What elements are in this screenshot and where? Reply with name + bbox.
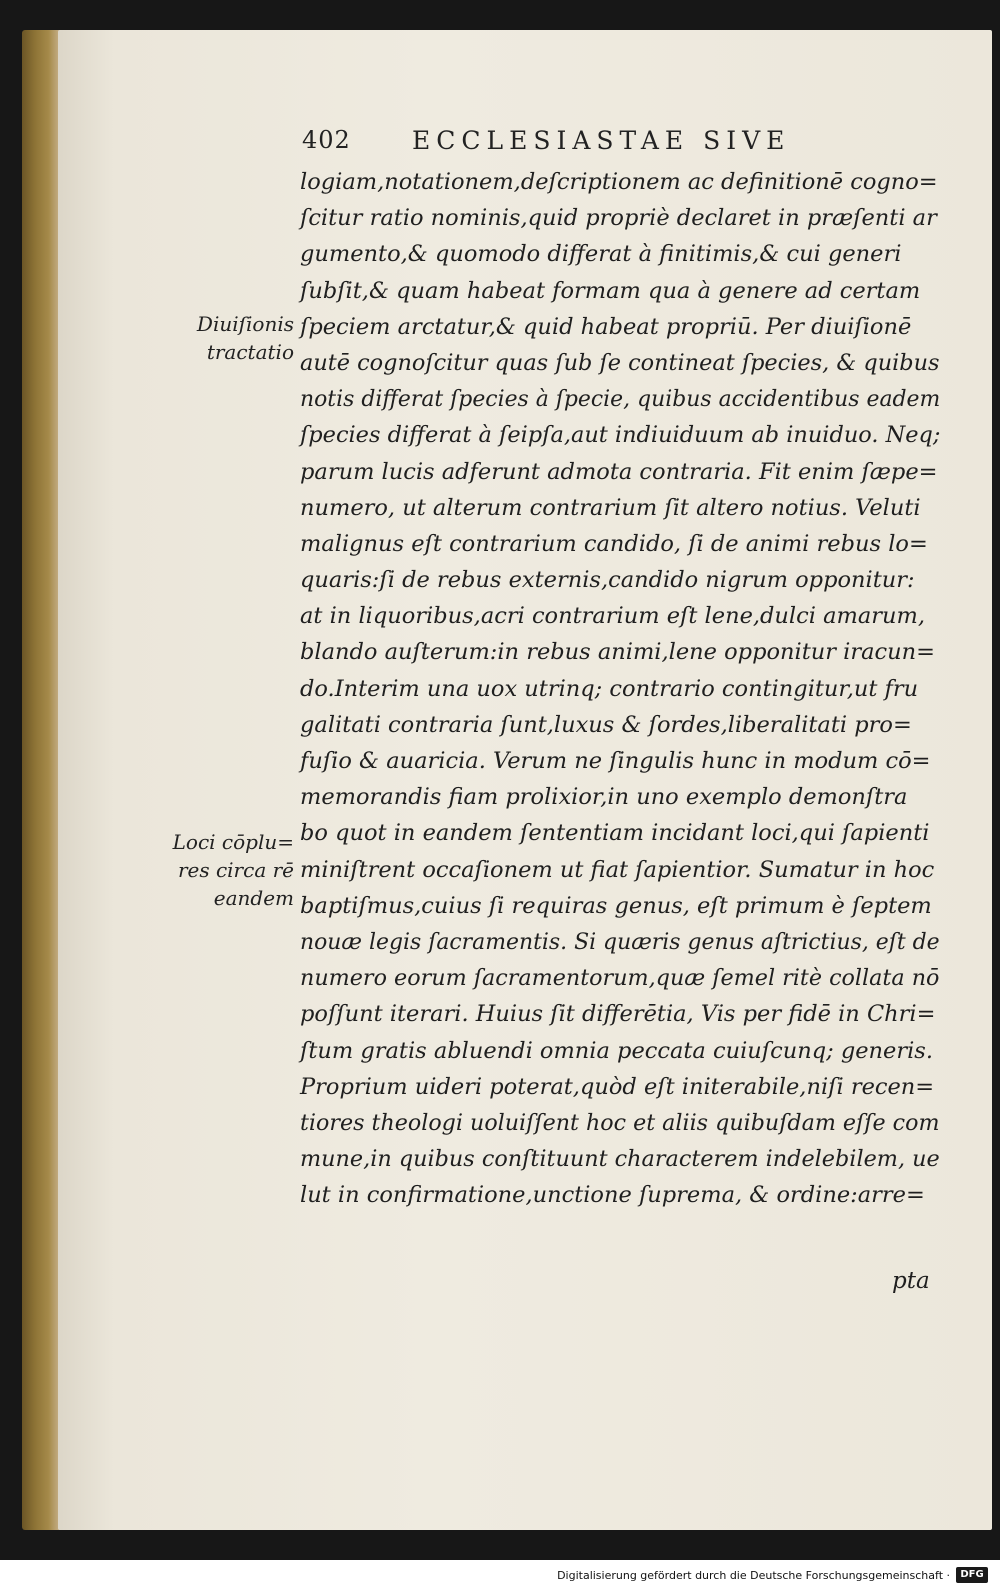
margin-note-line: tractatio	[206, 340, 294, 364]
text-line: autē cognoſcitur quas ſub ſe contineat ſpecies, & quibus	[300, 349, 940, 376]
text-line: poſſunt iterari. Huius ſit differētia, Vis per fidē in Chri=	[300, 1001, 936, 1028]
text-line: baptiſmus,cuius ſi requiras genus, eſt primum è ſeptem	[300, 892, 932, 919]
text-line: parum lucis adferunt admota contraria. Fit enim ſæpe=	[300, 458, 938, 485]
text-line: galitati contraria ſunt,luxus & ſordes,liberalitati pro=	[300, 711, 912, 738]
dfg-logo: DFG	[956, 1567, 988, 1583]
text-line: malignus eſt contrarium candido, ſi de animi rebus lo=	[300, 530, 928, 557]
text-line: ſcitur ratio nominis,quid propriè declaret in præſenti ar	[300, 205, 937, 232]
text-line: at in liquoribus,acri contrarium eſt lene,dulci amarum,	[300, 603, 925, 630]
text-line: numero eorum ſacramentorum,quæ ſemel ritè collata nō	[300, 965, 940, 992]
margin-note-division	[197, 310, 294, 366]
book-edge	[22, 30, 60, 1530]
text-line: ſpeciem arctatur,& quid habeat propriū. Per diuiſionē	[300, 313, 912, 340]
text-line: ſpecies differat à ſeipſa,aut indiuiduum ab inuiduo. Neq;	[300, 422, 941, 449]
catchword: pta	[892, 1268, 930, 1294]
margin-note-line: Diuiſionis	[196, 312, 294, 336]
text-line: mune,in quibus conſtituunt characterem indelebilem, ue	[300, 1146, 940, 1173]
text-line: bo quot in eandem ſententiam incidant loci,qui ſapienti	[300, 820, 930, 847]
text-line: blando auſterum:in rebus animi,lene opponitur iracun=	[300, 639, 935, 666]
margin-note-line: res circa rē	[177, 858, 294, 882]
page-header	[302, 126, 902, 160]
margin-note-line: eandem	[213, 886, 294, 910]
text-line: quaris:ſi de rebus externis,candido nigrum opponitur:	[300, 567, 915, 594]
text-line: nouæ legis ſacramentis. Si quæris genus aſtrictius, eſt de	[300, 928, 940, 955]
text-line: ſtum gratis abluendi omnia peccata cuiuſcunq; generis.	[300, 1037, 933, 1064]
text-line: gumento,& quomodo differat à finitimis,& cui generi	[300, 241, 902, 268]
text-line: do.Interim una uox utrinq; contrario contingitur,ut fru	[300, 675, 919, 702]
body-text	[300, 164, 940, 1213]
margin-note-loci	[173, 828, 294, 912]
running-title: ECCLESIASTAE SIVE	[412, 126, 791, 155]
text-line: fuſio & auaricia. Verum ne ſingulis hunc in modum cō=	[300, 748, 931, 774]
text-line: tiores theologi uoluiſſent hoc et aliis quibuſdam eſſe com	[300, 1109, 940, 1136]
text-line: ſubſit,& quam habeat formam qua à genere ad certam	[300, 277, 921, 304]
footer-banner	[0, 1560, 1000, 1593]
text-line: lut in confirmatione,unctione ſuprema, & ordine:arre=	[300, 1182, 925, 1209]
text-line: logiam,notationem,deſcriptionem ac definitionē cogno=	[300, 169, 938, 195]
text-line: memorandis fiam prolixior,in uno exemplo demonſtra	[300, 784, 908, 811]
margin-note-line: Loci cōplu=	[172, 830, 294, 854]
digitization-credit: Digitalisierung gefördert durch die Deutsche Forschungsgemeinschaft ·	[557, 1569, 950, 1582]
text-line: Proprium uideri poterat,quòd eſt initerabile,niſi recen=	[300, 1073, 935, 1100]
text-line: numero, ut alterum contrarium ſit altero notius. Veluti	[300, 494, 921, 521]
page-number: 402	[302, 126, 351, 154]
text-line: miniſtrent occaſionem ut fiat ſapientior. Sumatur in hoc	[300, 856, 935, 883]
text-line: notis differat ſpecies à ſpecie, quibus accidentibus eadem	[300, 386, 941, 413]
